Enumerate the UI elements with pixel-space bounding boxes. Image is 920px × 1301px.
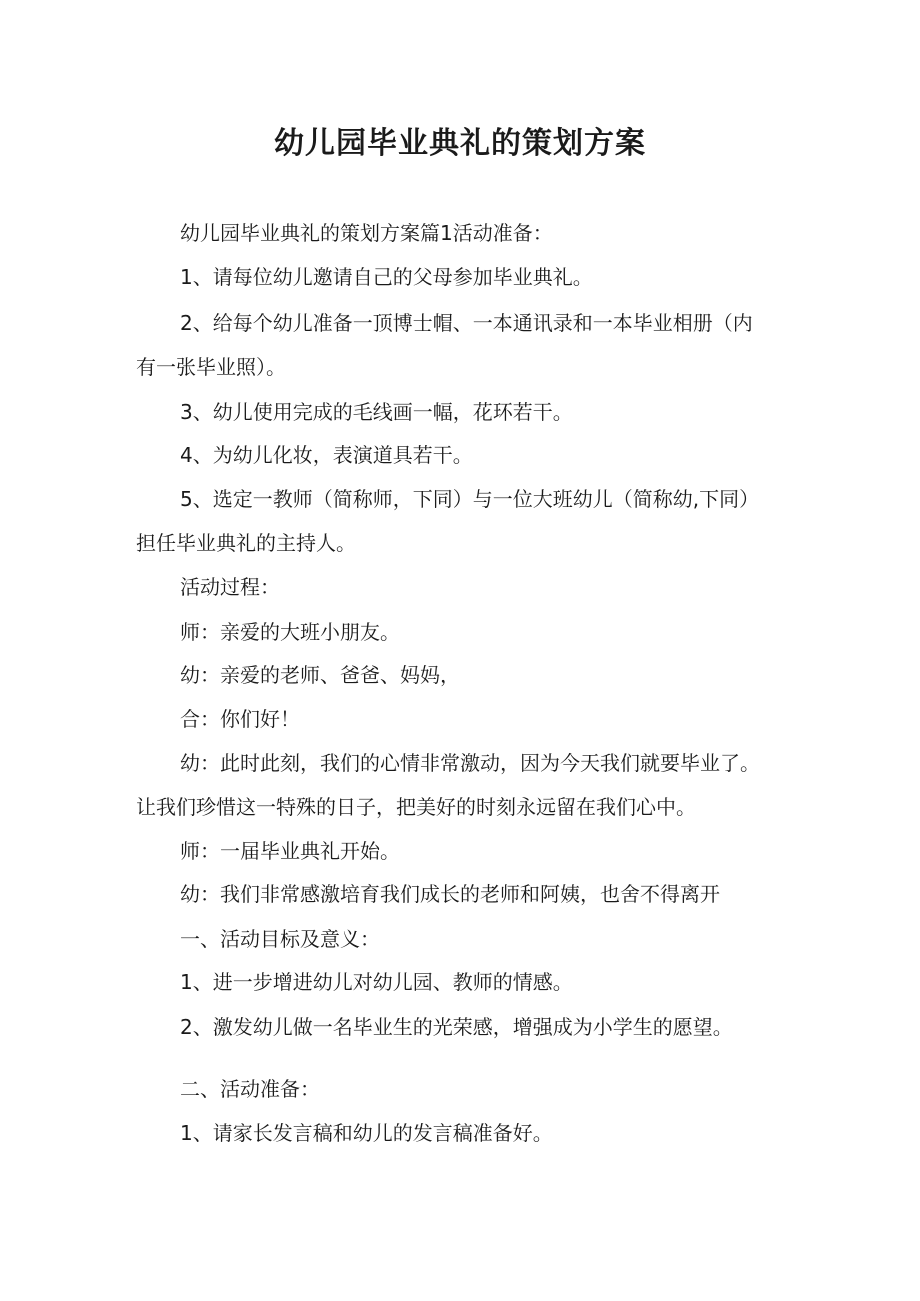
dialogue-line: 师：亲爱的大班小朋友。 bbox=[180, 620, 400, 644]
section-heading-goals: 一、活动目标及意义： bbox=[180, 927, 380, 951]
paragraph-line-intro: 幼儿园毕业典礼的策划方案篇1活动准备： bbox=[180, 221, 553, 245]
dialogue-line: 合：你们好！ bbox=[180, 707, 300, 731]
paragraph-line-item-5-cont: 担任毕业典礼的主持人。 bbox=[136, 531, 356, 555]
paragraph-line-item-5: 5、选定一教师（简称师，下同）与一位大班幼儿（简称幼,下同） bbox=[180, 487, 760, 511]
paragraph-line-item-3: 3、幼儿使用完成的毛线画一幅，花环若干。 bbox=[180, 400, 573, 424]
paragraph-line-item-2: 2、给每个幼儿准备一顶博士帽、一本通讯录和一本毕业相册（内 bbox=[180, 311, 753, 335]
dialogue-line: 幼：亲爱的老师、爸爸、妈妈， bbox=[180, 663, 460, 687]
dialogue-line: 幼：此时此刻，我们的心情非常激动，因为今天我们就要毕业了。 bbox=[180, 751, 760, 775]
paragraph-line-item-2-cont: 有一张毕业照）。 bbox=[136, 355, 286, 379]
section-heading-preparation: 二、活动准备： bbox=[180, 1077, 320, 1101]
dialogue-line: 幼：我们非常感激培育我们成长的老师和阿姨，也舍不得离开 bbox=[180, 882, 720, 906]
document-title: 幼儿园毕业典礼的策划方案 bbox=[274, 126, 646, 161]
section-heading-process: 活动过程： bbox=[180, 575, 280, 599]
paragraph-line-item-1: 1、请每位幼儿邀请自己的父母参加毕业典礼。 bbox=[180, 265, 593, 289]
dialogue-line: 师：一届毕业典礼开始。 bbox=[180, 839, 400, 863]
paragraph-line-prep-1: 1、请家长发言稿和幼儿的发言稿准备好。 bbox=[180, 1121, 553, 1145]
paragraph-line-goal-2: 2、激发幼儿做一名毕业生的光荣感，增强成为小学生的愿望。 bbox=[180, 1015, 733, 1039]
paragraph-line-item-4: 4、为幼儿化妆，表演道具若干。 bbox=[180, 443, 473, 467]
paragraph-line-goal-1: 1、进一步增进幼儿对幼儿园、教师的情感。 bbox=[180, 970, 573, 994]
dialogue-line-cont: 让我们珍惜这一特殊的日子，把美好的时刻永远留在我们心中。 bbox=[136, 795, 696, 819]
